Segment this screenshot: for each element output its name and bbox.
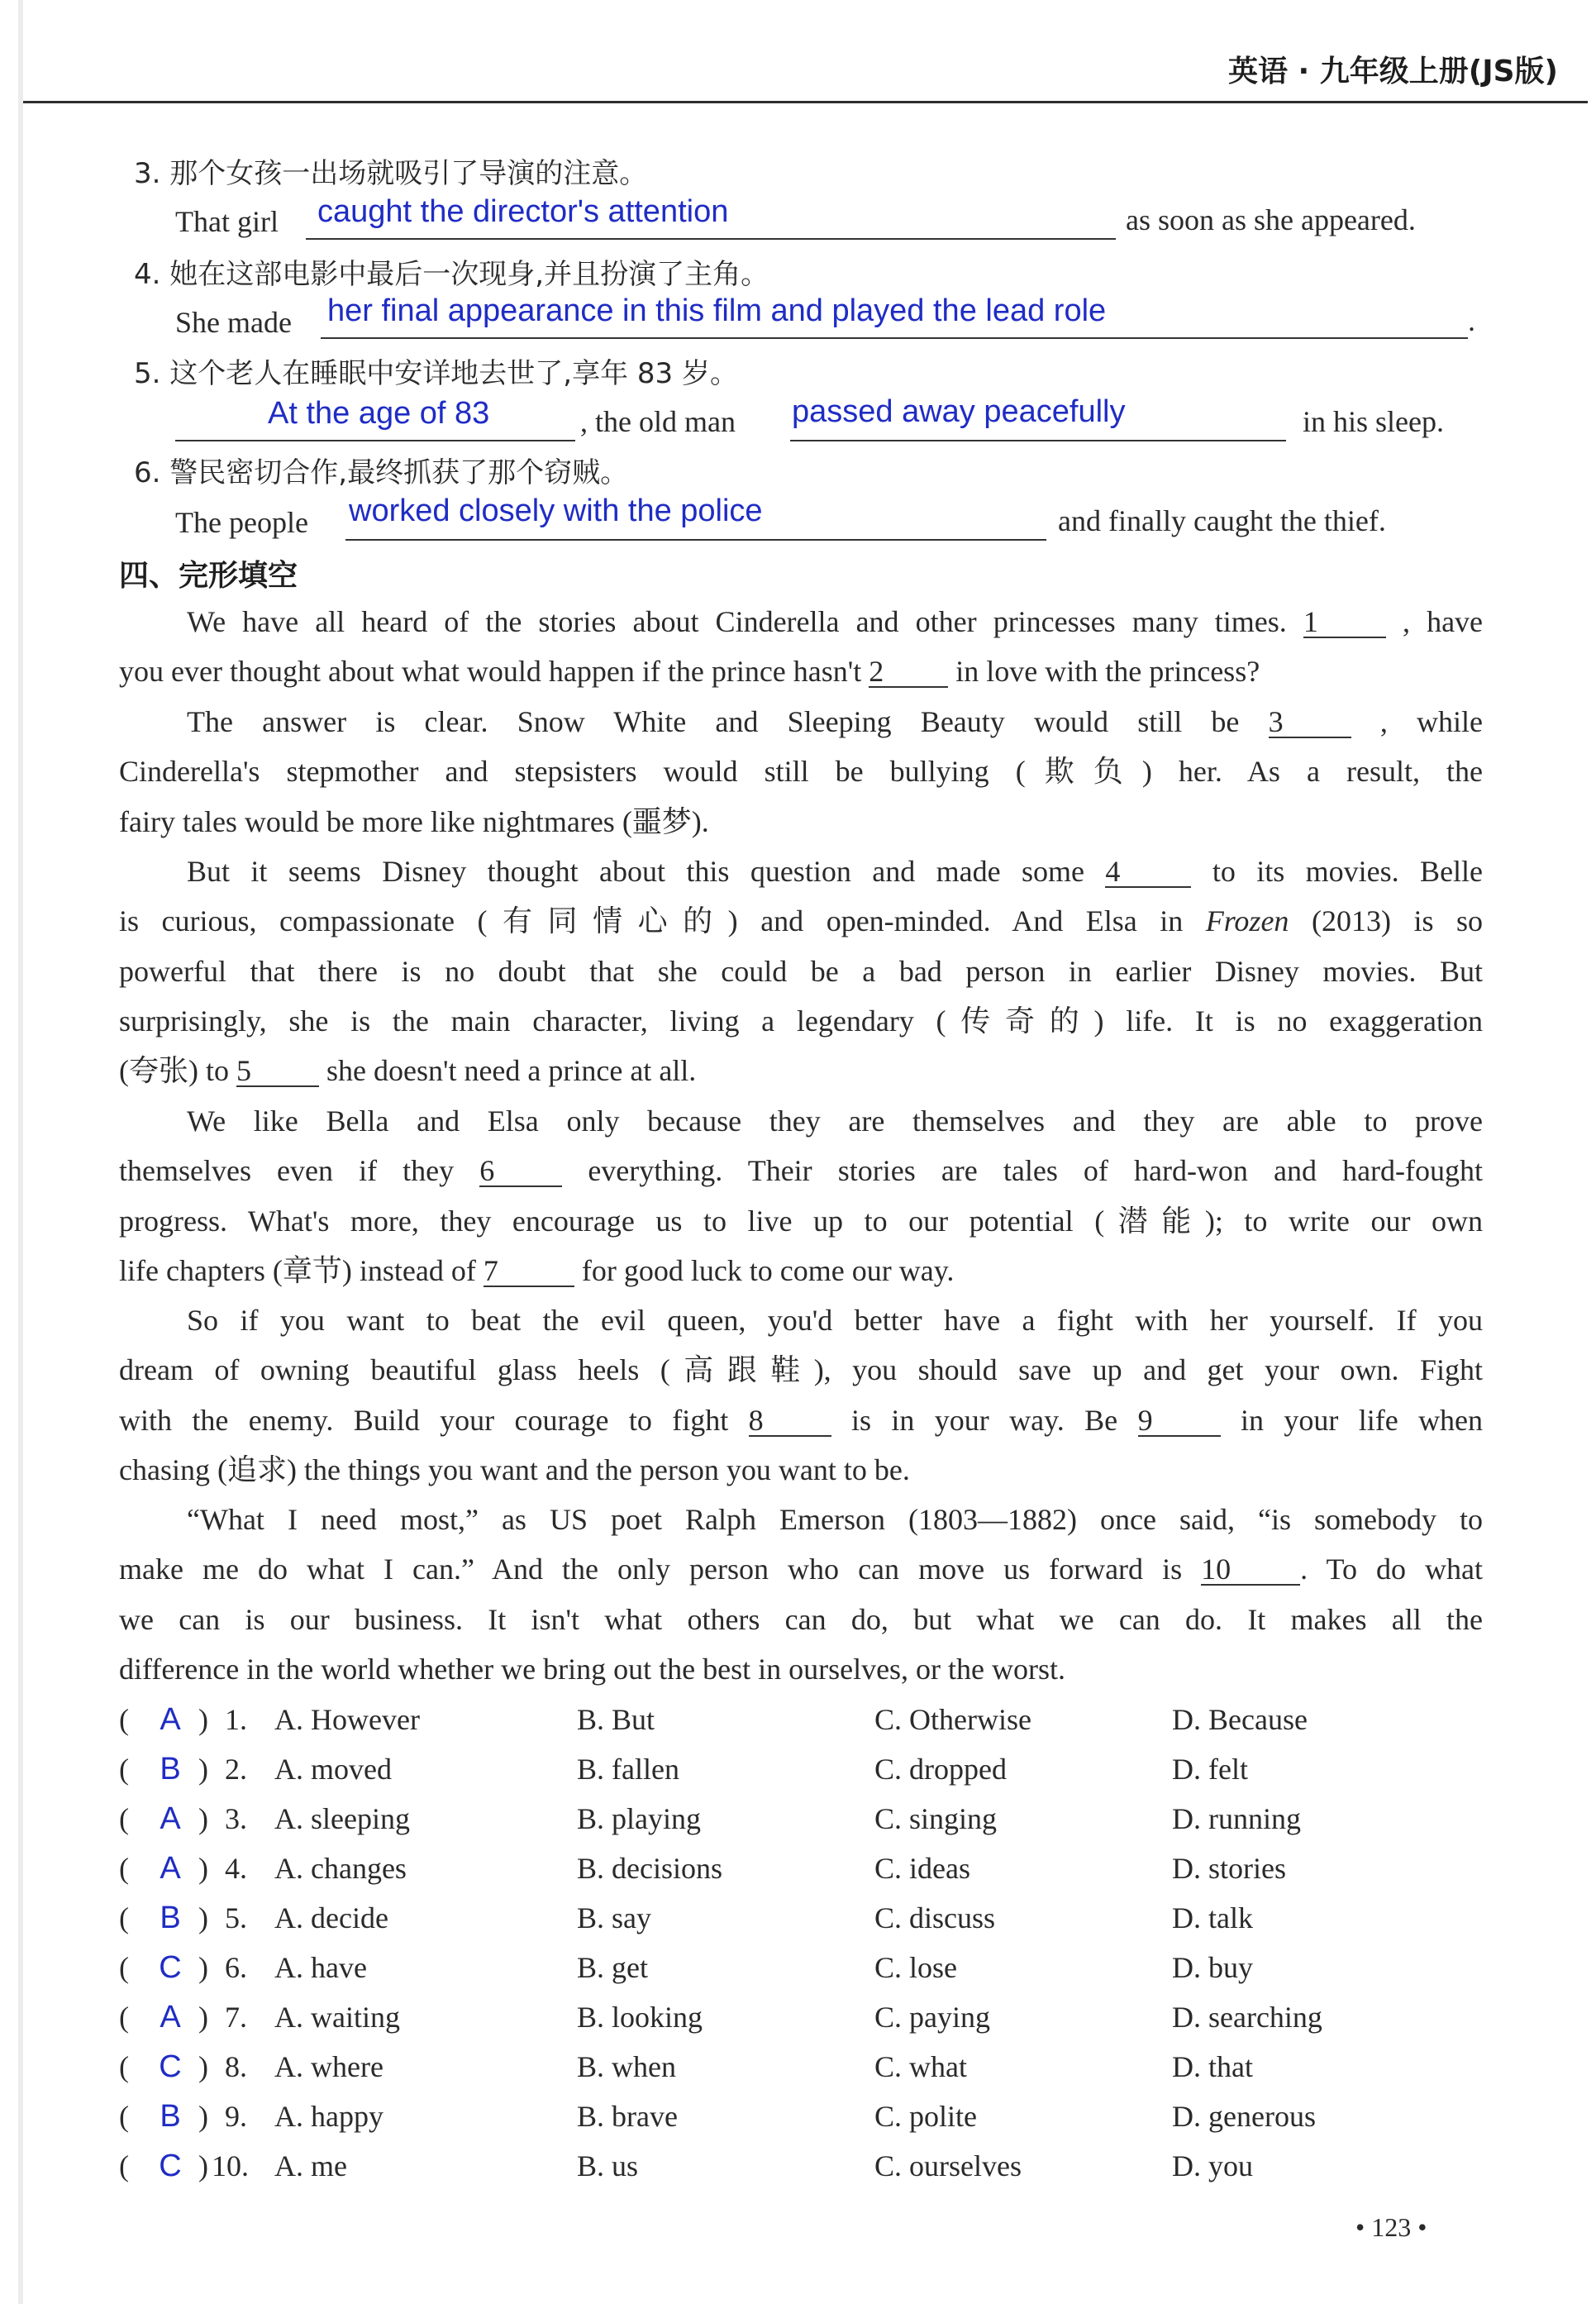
- film-title: Frozen: [1205, 904, 1289, 938]
- page-number: • 123 •: [1355, 2212, 1427, 2242]
- paren-open: (: [119, 1901, 129, 1934]
- paren-open: (: [119, 2001, 129, 2034]
- handwritten-choice: C: [159, 1950, 182, 1985]
- paragraph-4: [119, 1096, 1483, 1295]
- blank-9: 9: [1138, 1405, 1221, 1437]
- option-a: A. where: [274, 2050, 384, 2083]
- passage-line: So if you want to beat the evil queen, you'd better have a fight with her yourself. If you: [187, 1304, 1483, 1337]
- handwritten-choice: C: [159, 2149, 182, 2183]
- paragraph-5: [119, 1295, 1483, 1495]
- paragraph-1: [119, 597, 1483, 697]
- option-c: C. singing: [874, 1802, 998, 1835]
- paragraph-2: [119, 697, 1483, 847]
- passage-line: [119, 1246, 1483, 1295]
- item-number: 6.: [134, 456, 161, 489]
- item-3-prefix: That girl: [175, 205, 279, 238]
- text: in your life when: [1240, 1403, 1484, 1437]
- paren-open: (: [119, 1703, 129, 1736]
- text: themselves even if they: [119, 1154, 455, 1188]
- item-chinese-text: 她在这部电影中最后一次现身,并且扮演了主角。: [169, 258, 769, 291]
- paren-close: ): [198, 2001, 208, 2034]
- paren-open: (: [119, 1753, 129, 1786]
- question-row: [119, 2050, 1524, 2100]
- passage-line: progress. What's more, they encourage us to live up to our potential (潜能); to write our own: [119, 1204, 1483, 1238]
- passage-line: fairy tales would be more like nightmares (噩梦).: [119, 804, 709, 838]
- option-c: C. what: [874, 2050, 967, 2083]
- paren-close: ): [198, 1852, 208, 1885]
- option-d: D. generous: [1172, 2100, 1316, 2133]
- passage-line: we can is our business. It isn't what others can do, but what we can do. It makes all the: [119, 1602, 1483, 1636]
- paragraph-6: [119, 1495, 1483, 1694]
- question-row: [119, 2100, 1524, 2149]
- text: with the enemy. Build your courage to fight: [119, 1403, 729, 1437]
- passage-line: chasing (追求) the things you want and the person you want to be.: [119, 1453, 910, 1486]
- question-number: 4.: [225, 1852, 247, 1885]
- section-heading: 四、完形填空: [119, 559, 298, 593]
- option-b: B. brave: [577, 2100, 678, 2133]
- option-a: A. have: [274, 1951, 367, 1984]
- item-5-handwritten-answer-2: passed away peacefully: [792, 394, 1126, 429]
- option-b: B. decisions: [577, 1852, 722, 1885]
- option-c: C. polite: [874, 2100, 977, 2133]
- passage-line: surprisingly, she is the main character, living a legendary (传奇的) life. It is no exaggeration: [119, 1004, 1483, 1038]
- passage-line: difference in the world whether we bring out the best in ourselves, or the worst.: [119, 1652, 1066, 1686]
- handwritten-choice: A: [160, 2000, 181, 2034]
- paren-close: ): [198, 1753, 208, 1786]
- question-row: [119, 2001, 1524, 2050]
- question-number: 6.: [225, 1951, 247, 1984]
- handwritten-choice: C: [159, 2049, 182, 2084]
- option-b: B. say: [577, 1901, 651, 1934]
- item-5-middle: , the old man: [580, 405, 736, 438]
- blank-5: 5: [236, 1056, 319, 1087]
- item-3-handwritten-answer: caught the director's attention: [317, 194, 729, 229]
- text: in love with the princess?: [955, 655, 1260, 689]
- blank-3: 3: [1269, 707, 1351, 738]
- running-header: 英语 · 九年级上册(JS版): [1228, 55, 1558, 88]
- paren-close: ): [198, 2149, 208, 2182]
- paragraph-3: [119, 847, 1483, 1095]
- item-6-suffix: and finally caught the thief.: [1058, 504, 1386, 537]
- option-c: C. ourselves: [874, 2149, 1022, 2182]
- paren-open: (: [119, 2149, 129, 2182]
- item-chinese-text: 警民密切合作,最终抓获了那个窃贼。: [169, 456, 629, 489]
- text: make me do what I can.” And the only person who can move us forward is: [119, 1553, 1183, 1586]
- handwritten-choice: B: [160, 1901, 181, 1935]
- option-c: C. dropped: [874, 1753, 1007, 1786]
- option-b: B. playing: [577, 1802, 701, 1835]
- text: But it seems Disney thought about this question and made some: [187, 855, 1084, 888]
- option-d: D. you: [1172, 2149, 1253, 2182]
- question-number: 5.: [225, 1901, 247, 1934]
- blank-10: 10: [1201, 1554, 1300, 1586]
- paren-open: (: [119, 1802, 129, 1835]
- option-d: D. Because: [1172, 1703, 1308, 1736]
- item-6-chinese: [134, 456, 628, 489]
- text: . To do what: [1300, 1553, 1484, 1586]
- option-d: D. running: [1172, 1802, 1301, 1835]
- question-number: 7.: [225, 2001, 247, 2034]
- text: , while: [1379, 705, 1484, 738]
- passage-line: [119, 847, 1483, 896]
- question-row: [119, 1703, 1524, 1753]
- question-row: [119, 1802, 1524, 1852]
- blank-2: 2: [869, 656, 948, 688]
- handwritten-choice: B: [160, 1752, 181, 1786]
- option-a: A. However: [274, 1703, 420, 1736]
- item-chinese-text: 这个老人在睡眠中安详地去世了,享年 83 岁。: [169, 357, 738, 390]
- passage-line: [119, 1544, 1483, 1594]
- question-row: [119, 1951, 1524, 2001]
- item-number: 5.: [134, 357, 161, 390]
- paren-open: (: [119, 1951, 129, 1984]
- item-6-handwritten-answer: worked closely with the police: [349, 494, 763, 528]
- blank-6: 6: [479, 1156, 562, 1187]
- item-5-chinese: [134, 357, 738, 390]
- paren-close: ): [198, 1802, 208, 1835]
- text: (2013) is so: [1311, 904, 1484, 938]
- option-a: A. decide: [274, 1901, 388, 1934]
- text: We have all heard of the stories about Cinderella and other princesses many times.: [187, 605, 1287, 638]
- blank-8: 8: [749, 1405, 831, 1437]
- option-d: D. buy: [1172, 1951, 1253, 1984]
- item-4-answer-line: [321, 337, 1468, 339]
- option-c: C. discuss: [874, 1901, 996, 1934]
- item-4-handwritten-answer: her final appearance in this film and played the lead role: [327, 293, 1107, 328]
- option-b: B. looking: [577, 2001, 703, 2034]
- question-row: [119, 1901, 1524, 1951]
- paren-close: ): [198, 1951, 208, 1984]
- blank-1: 1: [1303, 607, 1386, 638]
- passage-line: [119, 697, 1483, 747]
- option-b: B. when: [577, 2050, 676, 2083]
- item-6-answer-line: [345, 539, 1046, 541]
- question-number: 9.: [225, 2100, 247, 2133]
- text: (夸张) to: [119, 1054, 229, 1088]
- question-row: [119, 1753, 1524, 1802]
- option-a: A. happy: [274, 2100, 384, 2133]
- text: is curious, compassionate (有同情心的) and open-minded. And Elsa in: [119, 904, 1184, 938]
- option-d: D. felt: [1172, 1753, 1248, 1786]
- item-5-answer-line-2: [790, 440, 1286, 441]
- text: life chapters (章节) instead of: [119, 1253, 476, 1287]
- passage-line: powerful that there is no doubt that she could be a bad person in earlier Disney movies. But: [119, 954, 1483, 988]
- question-number: 2.: [225, 1753, 247, 1786]
- paren-close: ): [198, 1703, 208, 1736]
- passage-line: [119, 1146, 1483, 1195]
- option-d: D. searching: [1172, 2001, 1322, 2034]
- item-3-chinese: [134, 157, 647, 190]
- question-number: 3.: [225, 1802, 247, 1835]
- text: you ever thought about what would happen if the prince hasn't: [119, 655, 862, 689]
- option-a: A. waiting: [274, 2001, 400, 2034]
- blank-7: 7: [484, 1256, 574, 1287]
- text: The answer is clear. Snow White and Sleeping Beauty would still be: [187, 705, 1240, 738]
- passage-line: We like Bella and Elsa only because they are themselves and they are able to prove: [187, 1104, 1483, 1138]
- question-number: 8.: [225, 2050, 247, 2083]
- passage-line: [119, 896, 1483, 946]
- option-b: B. us: [577, 2149, 639, 2182]
- handwritten-choice: A: [160, 1702, 181, 1737]
- question-number: 1.: [225, 1703, 247, 1736]
- option-d: D. that: [1172, 2050, 1253, 2083]
- passage-line: [119, 1046, 1483, 1095]
- option-b: B. But: [577, 1703, 655, 1736]
- passage-line: [119, 1395, 1483, 1445]
- text: is in your way. Be: [851, 1403, 1118, 1437]
- question-number: 10.: [212, 2149, 249, 2182]
- passage-line: dream of owning beautiful glass heels (高跟鞋), you should save up and get your own. Fight: [119, 1353, 1484, 1387]
- header-rule: [23, 101, 1588, 103]
- item-5-handwritten-answer-1: At the age of 83: [268, 396, 490, 431]
- text: for good luck to come our way.: [581, 1253, 955, 1287]
- item-4-chinese: [134, 258, 769, 291]
- item-chinese-text: 那个女孩一出场就吸引了导演的注意。: [169, 157, 648, 190]
- option-c: C. lose: [874, 1951, 958, 1984]
- item-3-answer-line: [306, 238, 1116, 240]
- item-3-suffix: as soon as she appeared.: [1126, 203, 1416, 236]
- page-edge-shadow: [18, 0, 23, 2304]
- paren-close: ): [198, 1901, 208, 1934]
- item-4-suffix: .: [1468, 304, 1475, 337]
- option-d: D. stories: [1172, 1852, 1286, 1885]
- option-a: A. moved: [274, 1753, 392, 1786]
- option-b: B. get: [577, 1951, 648, 1984]
- item-4-prefix: She made: [175, 306, 292, 339]
- passage-line: “What I need most,” as US poet Ralph Emerson (1803—1882) once said, “is somebody to: [187, 1503, 1483, 1536]
- handwritten-choice: B: [160, 2099, 181, 2134]
- item-5-answer-line-1: [175, 440, 575, 441]
- item-5-suffix: in his sleep.: [1303, 405, 1444, 438]
- paren-close: ): [198, 2050, 208, 2083]
- paren-open: (: [119, 2100, 129, 2133]
- question-row: [119, 1852, 1524, 1901]
- option-a: A. changes: [274, 1852, 407, 1885]
- text: everything. Their stories are tales of hard-won and hard-fought: [588, 1154, 1484, 1188]
- option-a: A. me: [274, 2149, 347, 2182]
- option-c: C. ideas: [874, 1852, 970, 1885]
- passage-line: [119, 597, 1483, 646]
- option-b: B. fallen: [577, 1753, 679, 1786]
- paren-open: (: [119, 1852, 129, 1885]
- item-6-prefix: The people: [175, 506, 308, 539]
- passage-line: [119, 646, 1483, 696]
- text: to its movies. Belle: [1212, 855, 1484, 888]
- text: , have: [1402, 605, 1484, 638]
- paren-close: ): [198, 2100, 208, 2133]
- option-c: C. Otherwise: [874, 1703, 1031, 1736]
- question-row: [119, 2149, 1524, 2199]
- handwritten-choice: A: [160, 1851, 181, 1886]
- option-c: C. paying: [874, 2001, 990, 2034]
- paren-open: (: [119, 2050, 129, 2083]
- passage-line: Cinderella's stepmother and stepsisters would still be bullying (欺负) her. As a result, the: [119, 755, 1483, 789]
- option-d: D. talk: [1172, 1901, 1253, 1934]
- item-number: 4.: [134, 258, 161, 291]
- item-number: 3.: [134, 157, 161, 190]
- text: she doesn't need a prince at all.: [326, 1054, 697, 1088]
- option-a: A. sleeping: [274, 1802, 410, 1835]
- handwritten-choice: A: [160, 1801, 181, 1836]
- blank-4: 4: [1105, 856, 1191, 888]
